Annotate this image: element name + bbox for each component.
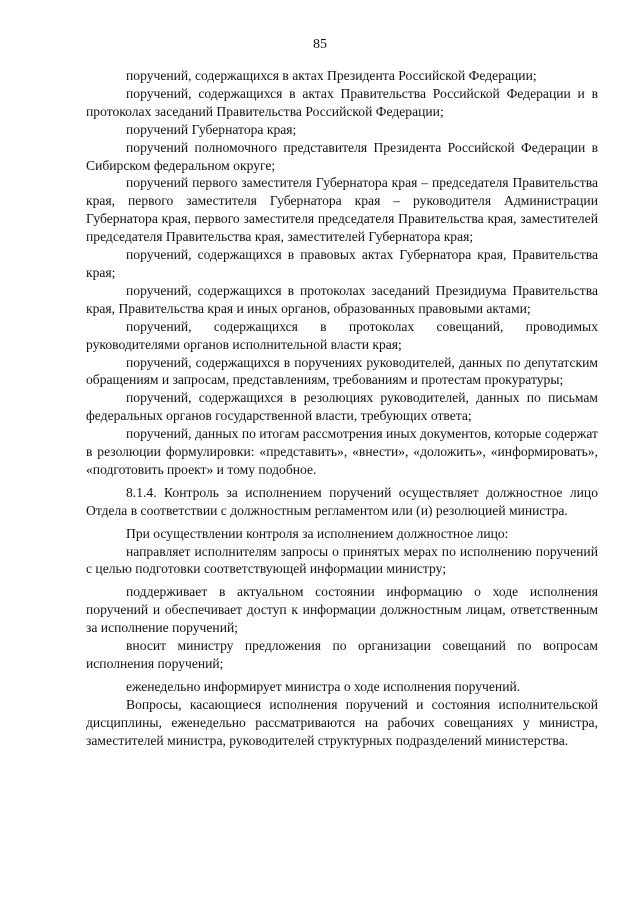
body-text <box>86 67 598 750</box>
paragraph-weekly-info: еженедельно информирует министра о ходе исполнения поручений. <box>126 678 521 694</box>
paragraph-president-acts: поручений, содержащихся в актах Президента Российской Федерации; <box>126 68 537 83</box>
paragraph-section-8-1-4: 8.1.4. Контроль за исполнением поручений осуществляет должностное лицо Отдела в соответствии с должностным регламентом или (и) резолюцией министра. <box>86 484 598 518</box>
paragraph-sends-requests: направляет исполнителям запросы о принятых мерах по исполнению поручений с целью подготовки соответствующей информации министру; <box>86 543 598 577</box>
paragraph-maintains-info: поддерживает в актуальном состоянии информацию о ходе исполнения поручений и обеспечивает доступ к информации должностным лицам, ответственным за исполнение поручений; <box>86 584 598 636</box>
paragraph-control-intro: При осуществлении контроля за исполнением должностное лицо: <box>126 525 509 541</box>
paragraph-presidium-protocols: поручений, содержащихся в протоколах заседаний Президиума Правительства края, Правительства края и иных органов, образованных правовыми актами; <box>86 282 598 316</box>
paragraph-deputy-requests: поручений, содержащихся в поручениях руководителей, данных по депутатским обращениям и запросам, представлениям, требованиям и протестам прокуратуры; <box>86 354 598 388</box>
paragraph-other-documents: поручений, данных по итогам рассмотрения иных документов, которые содержат в резолюции формулировки: «представить», «внести», «доложить», «информировать», «подготовить проект» и тому подобное. <box>86 426 598 477</box>
paragraph-meeting-protocols: поручений, содержащихся в протоколах совещаний, проводимых руководителями органов исполнительной власти края; <box>86 318 598 352</box>
paragraph-federal-letters: поручений, содержащихся в резолюциях руководителей, данных по письмам федеральных органов государственной власти, требующих ответа; <box>86 390 598 424</box>
paragraph-proposals: вносит министру предложения по организации совещаний по вопросам исполнения поручений; <box>86 638 598 671</box>
paragraph-governor: поручений Губернатора края; <box>126 121 297 137</box>
paragraph-plenipotentiary: поручений полномочного представителя Президента Российской Федерации в Сибирском федеральном округе; <box>86 139 598 173</box>
paragraph-discipline-issues: Вопросы, касающиеся исполнения поручений и состояния исполнительской дисциплины, еженедельно рассматриваются на рабочих совещаниях у министра, заместителей министра, руководителей структурных подразделений министерства. <box>86 696 598 748</box>
paragraph-legal-acts: поручений, содержащихся в правовых актах Губернатора края, Правительства края; <box>86 247 598 280</box>
paragraph-government-acts: поручений, содержащихся в актах Правительства Российской Федерации и в протоколах заседаний Правительства Российской Федерации; <box>86 85 598 119</box>
page-number: 85 <box>313 37 327 52</box>
paragraph-first-deputy: поручений первого заместителя Губернатора края – председателя Правительства края, первого заместителя Губернатора края – руководителя Администрации Губернатора края, первого заместителя председателя Правительства края, заместителей председателя Правительства края, заместителей Губернатора края; <box>86 175 598 245</box>
